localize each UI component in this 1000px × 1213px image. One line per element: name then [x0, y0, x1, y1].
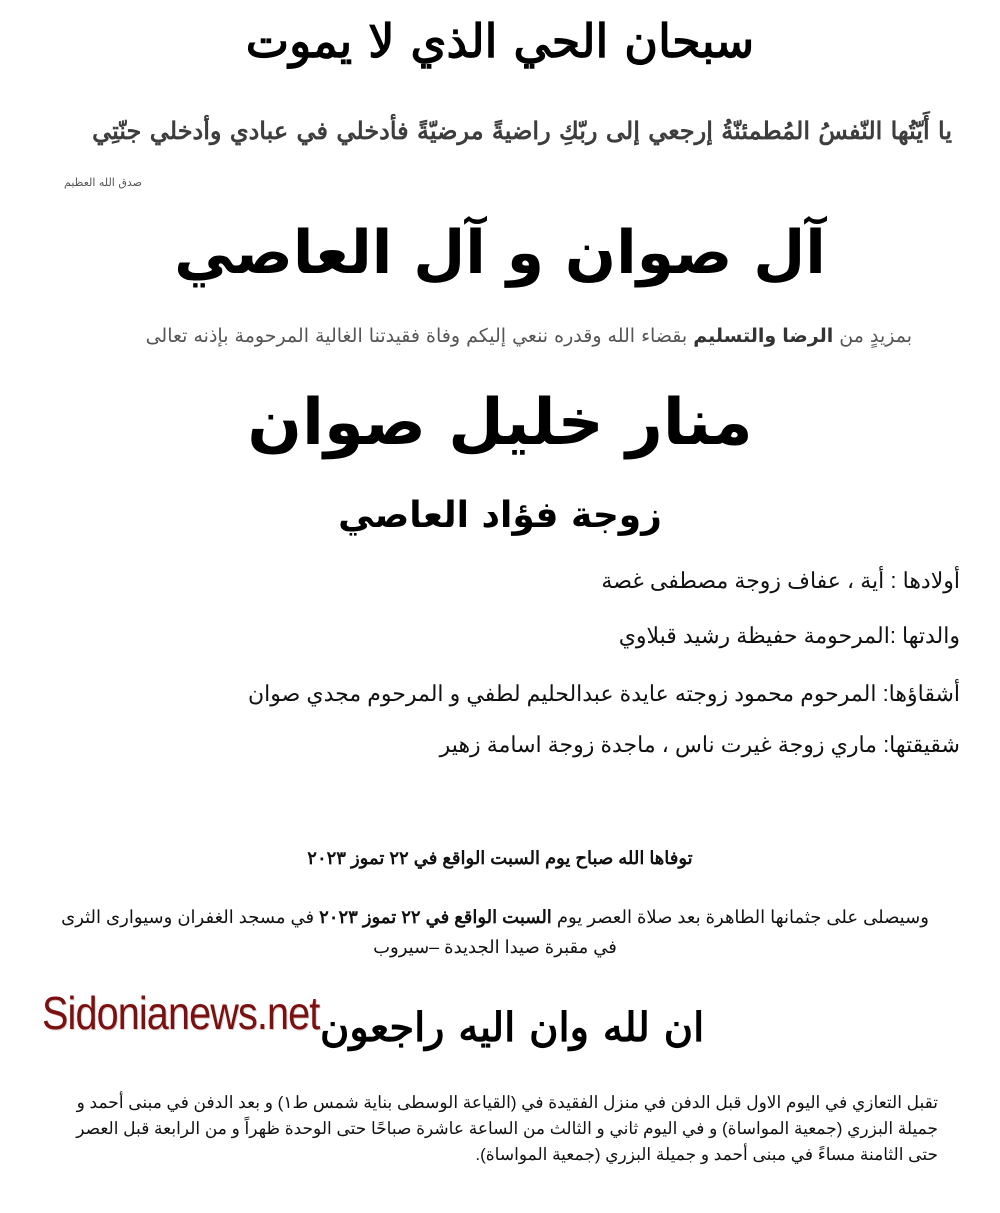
funeral-prayer — [60, 902, 930, 962]
quran-verse: يا أَيّتُها النّفسُ المُطمئنّةُ إرجعي إلى ربّكِ راضيةً مرضيّةً فأدخلي في عبادي وأدخلي جنّتِي — [92, 116, 952, 145]
announcement-part3: بقضاء الله وقدره ننعي إليكم وفاة فقيدتنا الغالية المرحومة بإذنه تعالى — [145, 325, 694, 347]
announcement — [146, 325, 912, 347]
family-mother: والدتها :المرحومة حفيظة رشيد قبلاوي — [618, 623, 960, 648]
families-title: آل صوان و آل العاصي — [174, 218, 826, 288]
family-children: أولادها : أية ، عفاف زوجة مصطفى غصة — [601, 568, 960, 593]
quran-phrase: ان لله وان اليه راجعون — [320, 1004, 705, 1051]
announcement-part1: بمزيدٍ من — [833, 325, 912, 347]
deceased-name: منار خليل صوان — [247, 386, 753, 460]
verse-source: صدق الله العظيم — [64, 176, 142, 189]
announcement-bold1: الرضا — [782, 325, 834, 347]
prayer-part2: في مسجد الغفران وسيوارى الثرى في مقبرة صيدا الجديدة –سيروب — [61, 907, 617, 957]
prayer-part1: وسيصلى على جثمانها الطاهرة بعد صلاة العصر يوم — [551, 907, 929, 927]
header-calligraphy: سبحان الحي الذي لا يموت — [245, 14, 755, 68]
prayer-bold: السبت الواقع في ٢٢ تموز ٢٠٢٣ — [319, 907, 552, 927]
family-brothers: أشقاؤها: المرحوم محمود زوجته عايدة عبدالحليم لطفي و المرحوم مجدي صوان — [247, 681, 960, 706]
wife-of: زوجة فؤاد العاصي — [338, 495, 662, 536]
announcement-bold2: والتسليم — [693, 325, 777, 347]
condolences-info: تقبل التعازي في اليوم الاول قبل الدفن في منزل الفقيدة في (القياعة الوسطى بناية شمس ط١) و بعد الدفن في مبنى أحمد و جميلة البزري (جمعية المواساة) و في اليوم ثاني و الثالث من الساعة عاشرة صباحًا حتى الوحدة ظهراً و من الرابعة قبل العصر حتى الثامنة مساءً في مبنى أحمد و جميلة البزري (جمعية المواساة). — [76, 1093, 938, 1164]
site-logo: Sidonianews.net — [42, 987, 320, 1039]
family-sisters: شقيقتها: ماري زوجة غيرت ناس ، ماجدة زوجة اسامة زهير — [439, 732, 960, 757]
death-date: توفاها الله صباح يوم السبت الواقع في ٢٢ تموز ٢٠٢٣ — [307, 848, 693, 868]
